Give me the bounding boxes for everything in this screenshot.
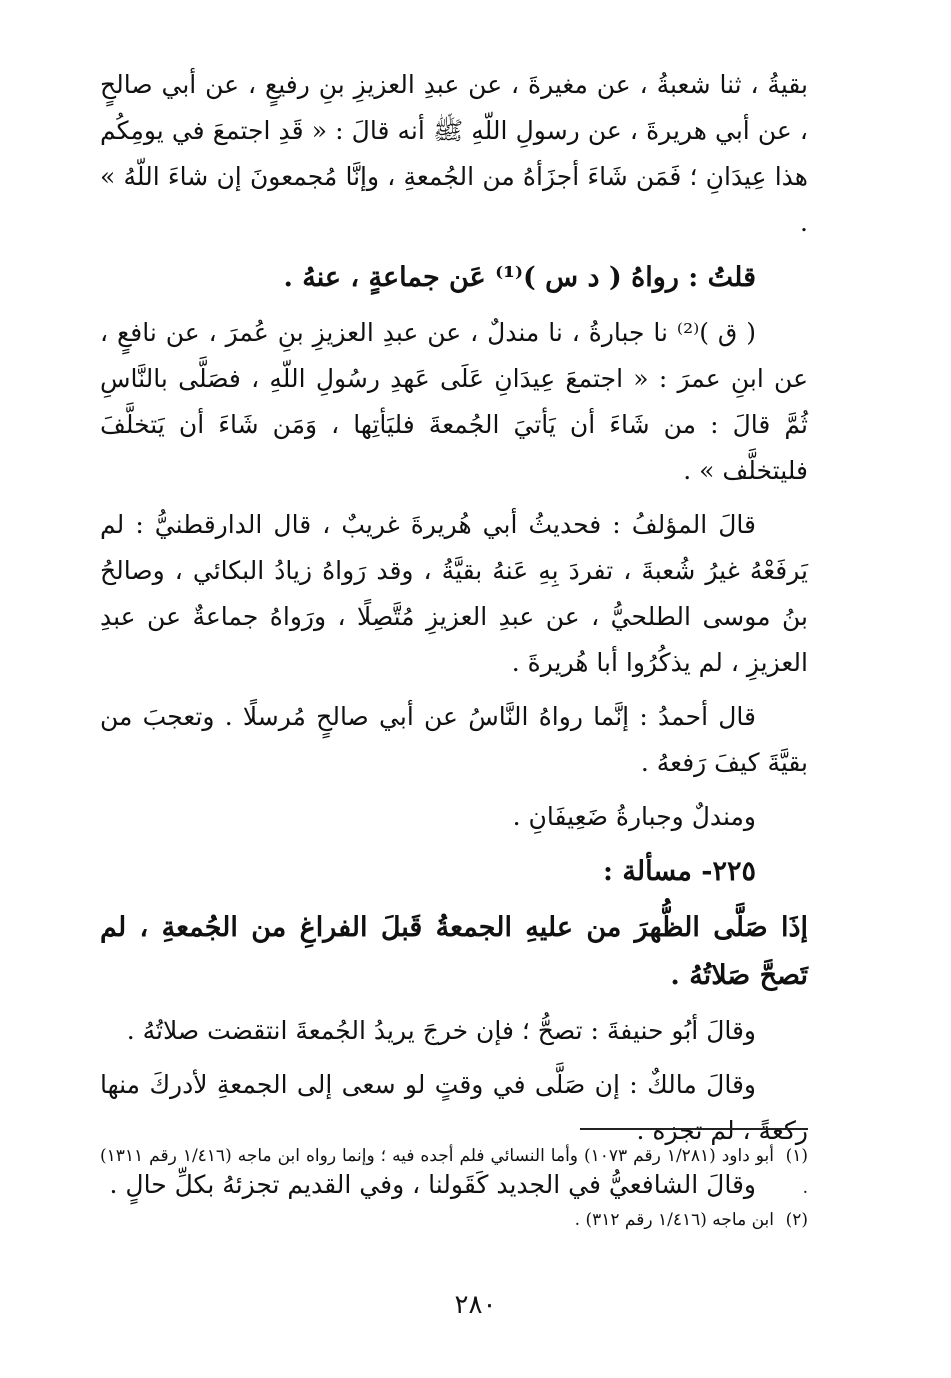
paragraph-ahmad-comment: قال أحمدُ : إنَّما رواهُ النَّاسُ عن أبي صالحٍ مُرسلًا . وتعجبَ من بقيَّةَ كيفَ رَفعهُ . — [100, 702, 808, 777]
main-text — [100, 62, 808, 1216]
paragraph-malik: وقالَ مالكٌ : إن صَلَّى في وقتٍ لو سعى إلى الجمعةِ لأدركَ منها ركعةً ، لم تجزه . — [100, 1070, 808, 1145]
paragraph-weak-narrators: ومندلٌ وجبارةُ ضَعِيفَانِ . — [512, 802, 756, 831]
footnote-1-number: (١) — [785, 1146, 809, 1166]
paragraph-abu-hanifa: وقالَ أبُو حنيفةَ : تصحُّ ؛ فإن خرجَ يريدُ الجُمعةَ انتقضت صلاتُهُ . — [126, 1016, 756, 1045]
footnote-1-text: أبو داود (١/٢٨١ رقم ١٠٧٣) وأما النسائي فلم أجده فيه ؛ وإنما رواه ابن ماجه (١/٤١٦ رقم ١٣١١) . — [100, 1146, 808, 1198]
heading-qultu: قلتُ : رواهُ ( د س )⁽¹⁾ عَن جماعةٍ ، عنهُ . — [283, 262, 756, 293]
paragraph-author-comment: قالَ المؤلفُ : فحديثُ أبي هُريرةَ غريبٌ ، قال الدارقطنيُّ : لم يَرفَعْهُ غيرُ شُعبةَ ، تفردَ بِهِ عَنهُ بقيَّةُ ، وقد رَواهُ زيادُ البكائي ، وصالحُ بنُ موسى الطلحيُّ ، عن عبدِ العزيزِ مُتَّصِلًا ، ورَواهُ جماعةٌ عن عبدِ العزيزِ ، لم يذكُرُوا أبا هُريرةَ . — [100, 510, 808, 677]
footnote-separator — [580, 1128, 808, 1130]
footnote-2-text: ابن ماجه (١/٤١٦ رقم ٣١٢) . — [574, 1210, 774, 1230]
page-number: ٢٨٠ — [454, 1290, 497, 1320]
paragraph-hadith-abu-hurayra: بقيةُ ، ثنا شعبةُ ، عن مغيرةَ ، عن عبدِ العزيزِ بنِ رفيعٍ ، عن أبي صالحٍ ، عن أبي هريرةَ ، عن رسولِ اللّهِ ﷺ أنه قالَ : « قَدِ اجتمعَ في يومِكُم هذا عِيدَانِ ؛ فَمَن شَاءَ أجزَأهُ من الجُمعةِ ، وإنَّا مُجمعونَ إن شاءَ اللّهُ » . — [100, 70, 808, 237]
paragraph-hadith-ibn-umar: ( ق )⁽²⁾ نا جبارةُ ، نا مندلٌ ، عن عبدِ العزيزِ بنِ عُمرَ ، عن نافعٍ ، عن ابنِ عمرَ : « اجتمعَ عِيدَانِ عَلَى عَهدِ رسُولِ اللّهِ ، فصَلَّى بالنَّاسِ ثُمَّ قالَ : من شَاءَ أن يَأتيَ الجُمعةَ فليَأتِها ، وَمَن شَاءَ أن يَتخلَّفَ فليتخلَّف » . — [100, 318, 808, 485]
issue-statement: إذَا صَلَّى الظُّهرَ من عليهِ الجمعةُ قَبلَ الفراغِ من الجُمعةِ ، لم تَصحَّ صَلاتُهُ . — [100, 912, 808, 991]
footnote-2-number: (٢) — [785, 1210, 808, 1230]
paragraph-shafii: وقالَ الشافعيُّ في الجديد كَقَولنا ، وفي القديم تجزئهُ بكلِّ حالٍ . — [109, 1170, 756, 1199]
footnote-2 — [100, 1204, 808, 1236]
footnotes — [100, 1140, 808, 1236]
footnote-1 — [100, 1140, 808, 1204]
issue-heading: ٢٢٥- مسألة : — [603, 856, 756, 887]
